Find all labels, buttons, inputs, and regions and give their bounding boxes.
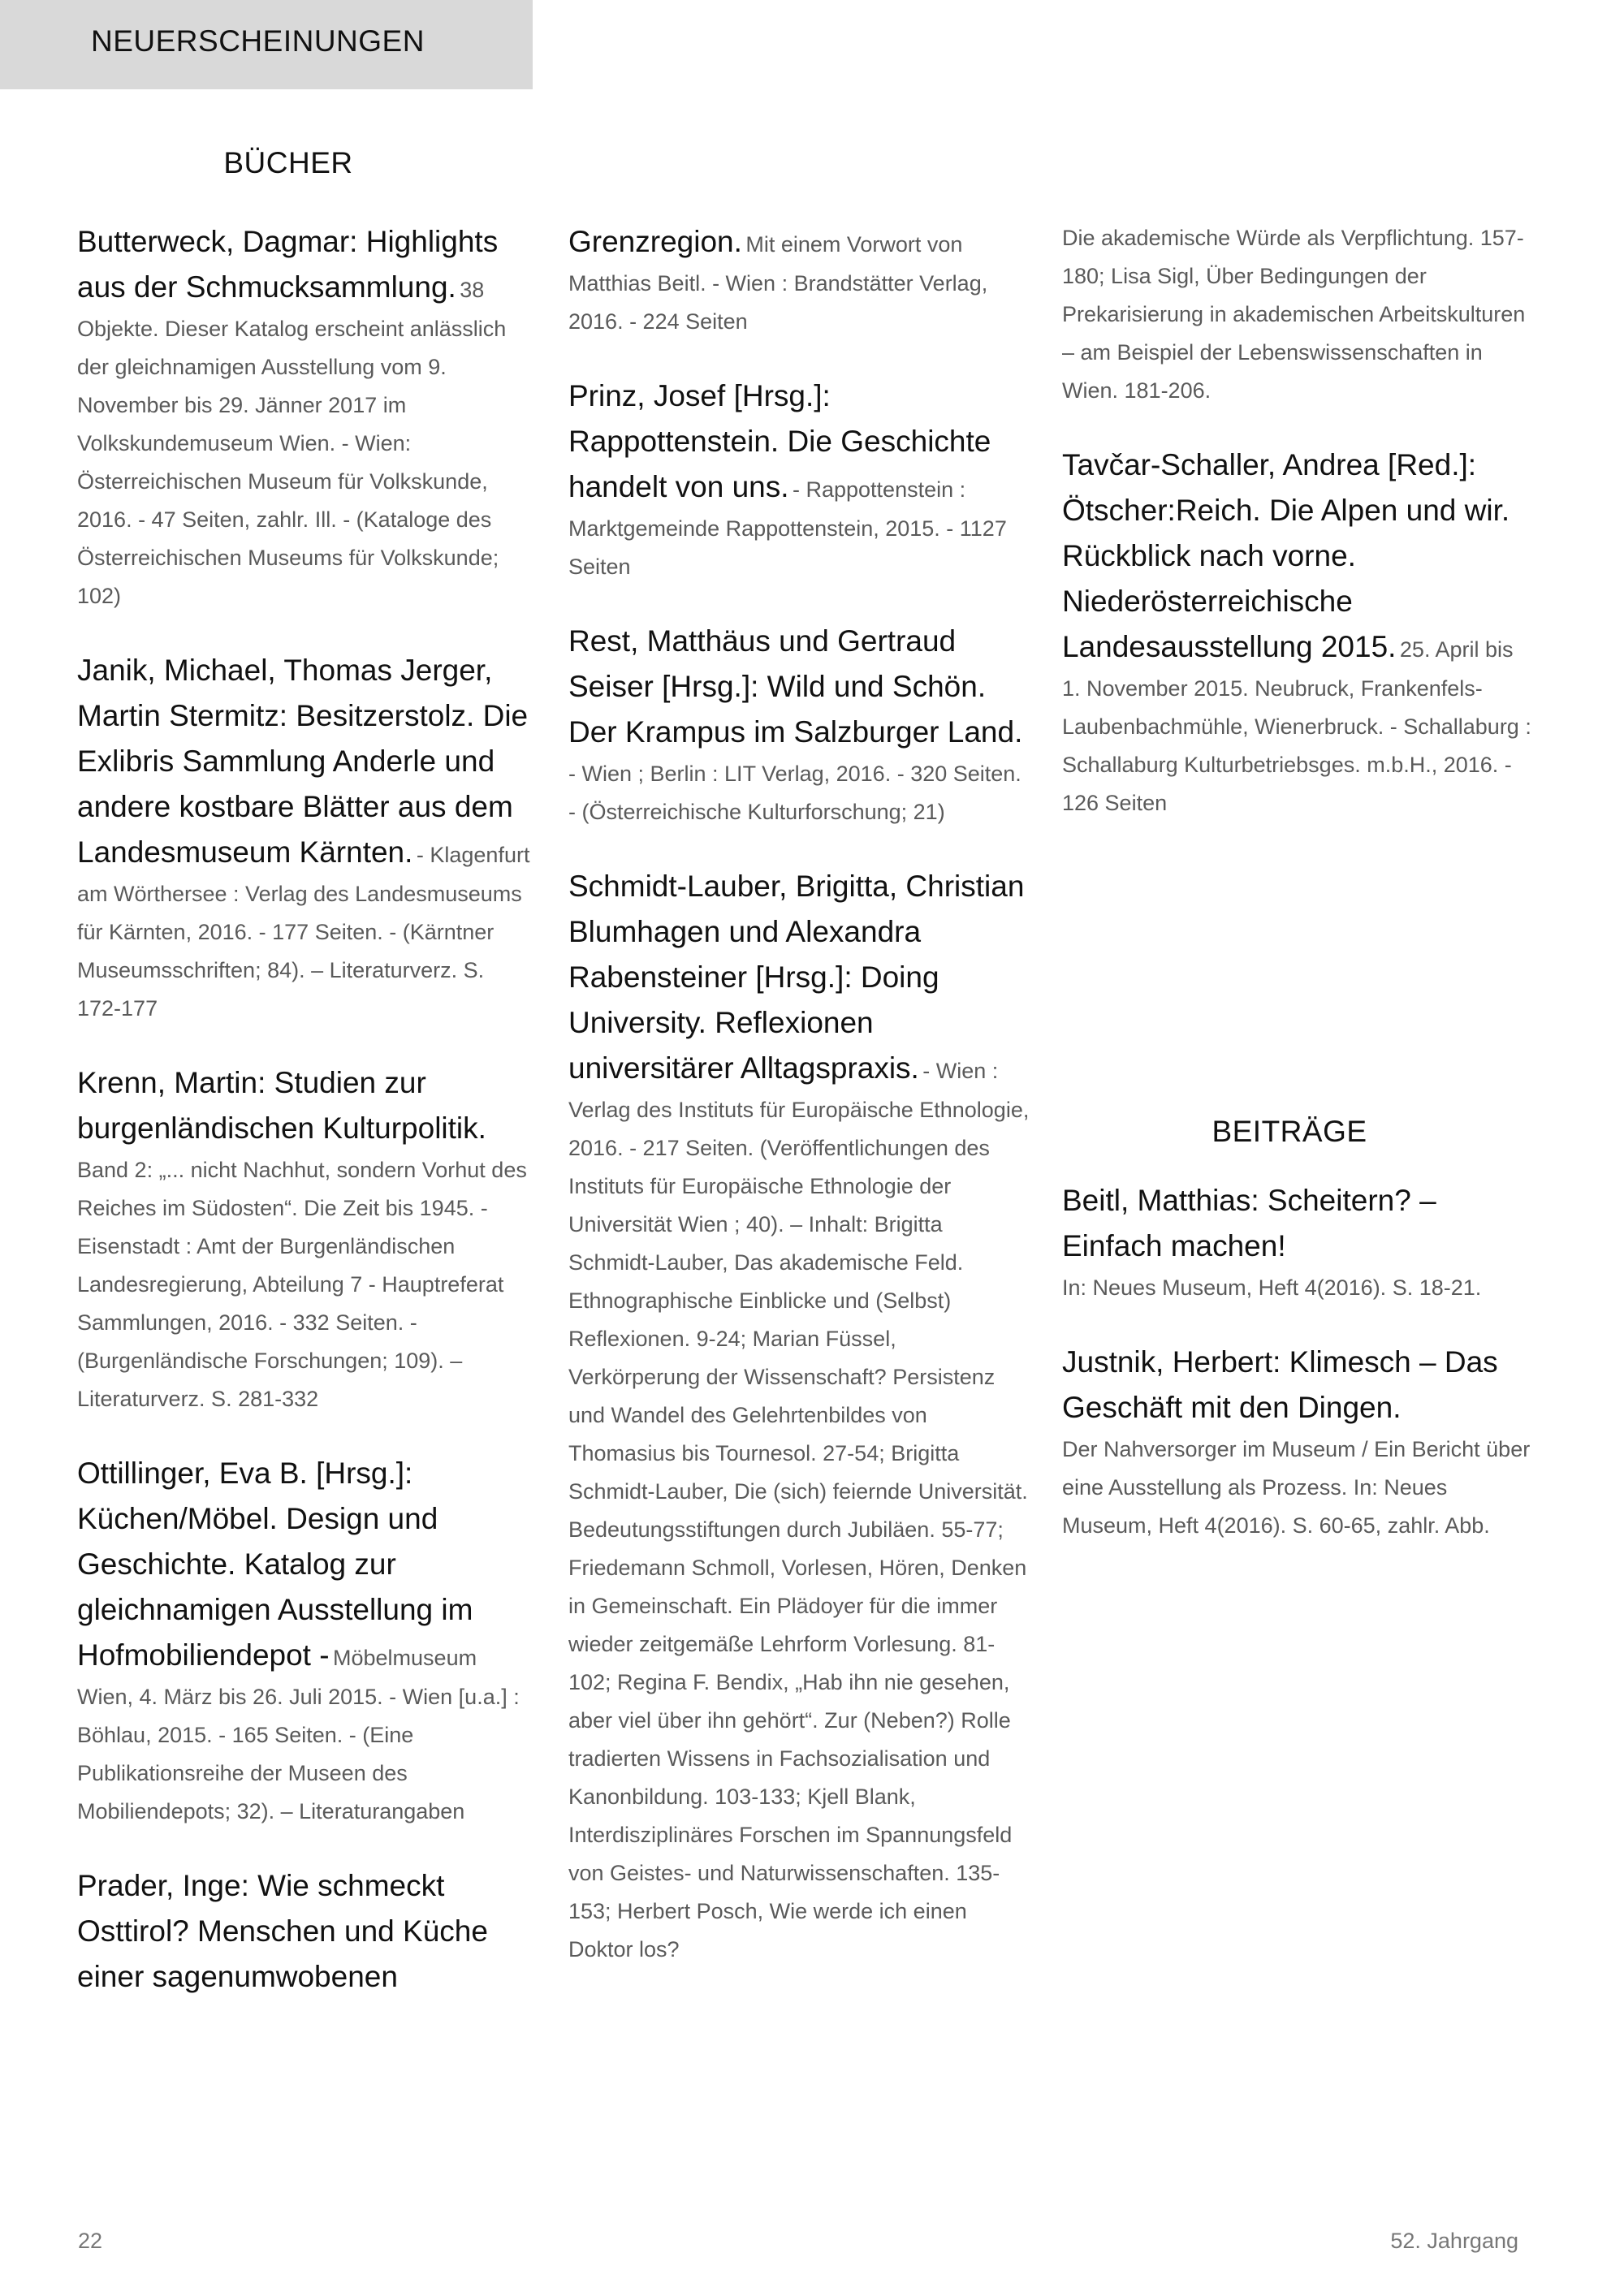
book-title: Janik, Michael, Thomas Jerger, Martin Stermitz: Besitzerstolz. Die Exlibris Sammlung Anderle und andere kostbare Blätter aus dem Landesmuseum Kärnten.: [77, 654, 529, 869]
book-description: - Wien : Verlag des Instituts für Europäische Ethnologie, 2016. - 217 Seiten. (Veröffentlichungen des Instituts für Europäische Ethnologie der Universität Wien ; 40). – Inhalt: Brigitta Schmidt-Lauber, Das akademische Feld. Ethnographische Einblicke und (Selbst) Reflexionen. 9-24; Marian Füssel, Verkörperung der Wissenschaft? Persistenz und Wandel des Gelehrtenbildes von Thomasius bis Tournesol. 27-54; Brigitta Schmidt-Lauber, Die (sich) feiernde Universität. Bedeutungsstiftungen durch Jubiläen. 55-77; Friedemann Schmoll, Vorlesen, Hören, Denken in Gemeinschaft. Ein Plädoyer für die immer wieder zeitgemäße Lehrform Vorlesung. 81-102; Regina F. Bendix, „Hab ihn nie gesehen, aber viel über ihn gehört“. Zur (Neben?) Rolle tradierten Wissens in Fachsozialisation und Kanonbildung. 103-133; Kjell Blank, Interdisziplinäres Forschen im Spannungsfeld von Geistes- und Naturwissenschaften. 135-153; Herbert Posch, Wie werde ich einen Doktor los?: [568, 1059, 1030, 1962]
book-title: Prinz, Josef [Hrsg.]: Rappottenstein. Die Geschichte handelt von uns.: [568, 379, 991, 503]
article-source: In: Neues Museum, Heft 4(2016). S. 18-21.: [1062, 1275, 1482, 1300]
book-entry: [77, 219, 532, 615]
article-source: Der Nahversorger im Museum / Ein Bericht über eine Ausstellung als Prozess. In: Neues Museum, Heft 4(2016). S. 60-65, zahlr. Abb.: [1062, 1437, 1531, 1538]
book-entry-continuation: [1062, 219, 1533, 410]
book-title: Tavčar-Schaller, Andrea [Red.]: Ötscher:Reich. Die Alpen und wir. Rückblick nach vorne. Niederösterreichische Landesausstellung 2015.: [1062, 448, 1510, 663]
book-description: Band 2: „... nicht Nachhut, sondern Vorhut des Reiches im Südosten“. Die Zeit bis 1945. - Eisenstadt : Amt der Burgenländischen Landesregierung, Abteilung 7 - Hauptreferat Sammlungen, 2016. - 332 Seiten. - (Burgenländische Forschungen; 109). – Literaturverz. S. 281-332: [77, 1158, 527, 1411]
article-title: Justnik, Herbert: Klimesch – Das Geschäft mit den Dingen.: [1062, 1345, 1498, 1424]
book-description: 38 Objekte. Dieser Katalog erscheint anlässlich der gleichnamigen Ausstellung vom 9. November bis 29. Jänner 2017 im Volkskundemuseum Wien. - Wien: Österreichischen Museum für Volkskunde, 2016. - 47 Seiten, zahlr. Ill. - (Kataloge des Österreichischen Museums für Volkskunde; 102): [77, 278, 507, 608]
section-header-box: [0, 0, 533, 89]
page-section-title: NEUERSCHEINUNGEN: [91, 24, 425, 58]
book-entry: [568, 219, 1031, 341]
book-description: 25. April bis 1. November 2015. Neubruck, Frankenfels-Laubenbachmühle, Wienerbruck. - Schallaburg : Schallaburg Kulturbetriebsges. m.b.H., 2016. - 126 Seiten: [1062, 637, 1531, 815]
book-title: Ottillinger, Eva B. [Hrsg.]: Küchen/Möbel. Design und Geschichte. Katalog zur gleichnamigen Ausstellung im Hofmobiliendepot -: [77, 1457, 473, 1672]
volume-label: 52. Jahrgang: [1390, 2229, 1518, 2253]
book-description: Möbelmuseum Wien, 4. März bis 26. Juli 2015. - Wien [u.a.] : Böhlau, 2015. - 165 Seiten. - (Eine Publikationsreihe der Museen des Mobiliendepots; 32). – Literaturangaben: [77, 1646, 520, 1823]
book-entry: [568, 619, 1031, 831]
book-title: Butterweck, Dagmar: Highlights aus der Schmucksammlung.: [77, 225, 499, 304]
book-title: Prader, Inge: Wie schmeckt Osttirol? Menschen und Küche einer sagenumwobenen: [77, 1869, 488, 1993]
book-description: - Rappottenstein : Marktgemeinde Rappottenstein, 2015. - 1127 Seiten: [568, 477, 1007, 579]
spacer: [1062, 855, 1533, 1115]
book-description-continued: Die akademische Würde als Verpflichtung. 157-180; Lisa Sigl, Über Bedingungen der Prekarisierung in akademischen Arbeitskulturen – am Beispiel der Lebenswissenschaften in Wien. 181-206.: [1062, 226, 1526, 403]
book-description: - Klagenfurt am Wörthersee : Verlag des Landesmuseums für Kärnten, 2016. - 177 Seiten. - (Kärntner Museumsschriften; 84). – Literaturverz. S. 172-177: [77, 843, 530, 1021]
book-title: Schmidt-Lauber, Brigitta, Christian Blumhagen und Alexandra Rabensteiner [Hrsg.]: Doing University. Reflexionen universitärer Alltagspraxis.: [568, 870, 1025, 1085]
book-entry: [77, 648, 532, 1028]
page-number: 22: [78, 2229, 103, 2253]
book-entry: [568, 864, 1031, 1969]
column-3: [1062, 219, 1533, 1577]
book-entry: [77, 1451, 532, 1831]
book-title: Krenn, Martin: Studien zur burgenländischen Kulturpolitik.: [77, 1066, 486, 1145]
column-1: [77, 219, 532, 2032]
book-entry: [77, 1863, 532, 2000]
book-description: Mit einem Vorwort von Matthias Beitl. - Wien : Brandstätter Verlag, 2016. - 224 Seiten: [568, 232, 988, 334]
book-entry: [77, 1060, 532, 1418]
book-entry: [568, 373, 1031, 586]
article-title: Beitl, Matthias: Scheitern? – Einfach machen!: [1062, 1184, 1436, 1262]
article-entry: [1062, 1178, 1533, 1307]
article-entry: [1062, 1340, 1533, 1545]
column-2: [568, 219, 1031, 2001]
book-title: Rest, Matthäus und Gertraud Seiser [Hrsg.]: Wild und Schön. Der Krampus im Salzburger Land.: [568, 624, 1023, 749]
book-entry: [1062, 442, 1533, 822]
book-description: - Wien ; Berlin : LIT Verlag, 2016. - 320 Seiten. - (Österreichische Kulturforschung; 21): [568, 762, 1021, 824]
book-title: Grenzregion.: [568, 225, 742, 258]
articles-heading: BEITRÄGE: [1212, 1115, 1367, 1148]
books-heading: BÜCHER: [223, 146, 353, 179]
